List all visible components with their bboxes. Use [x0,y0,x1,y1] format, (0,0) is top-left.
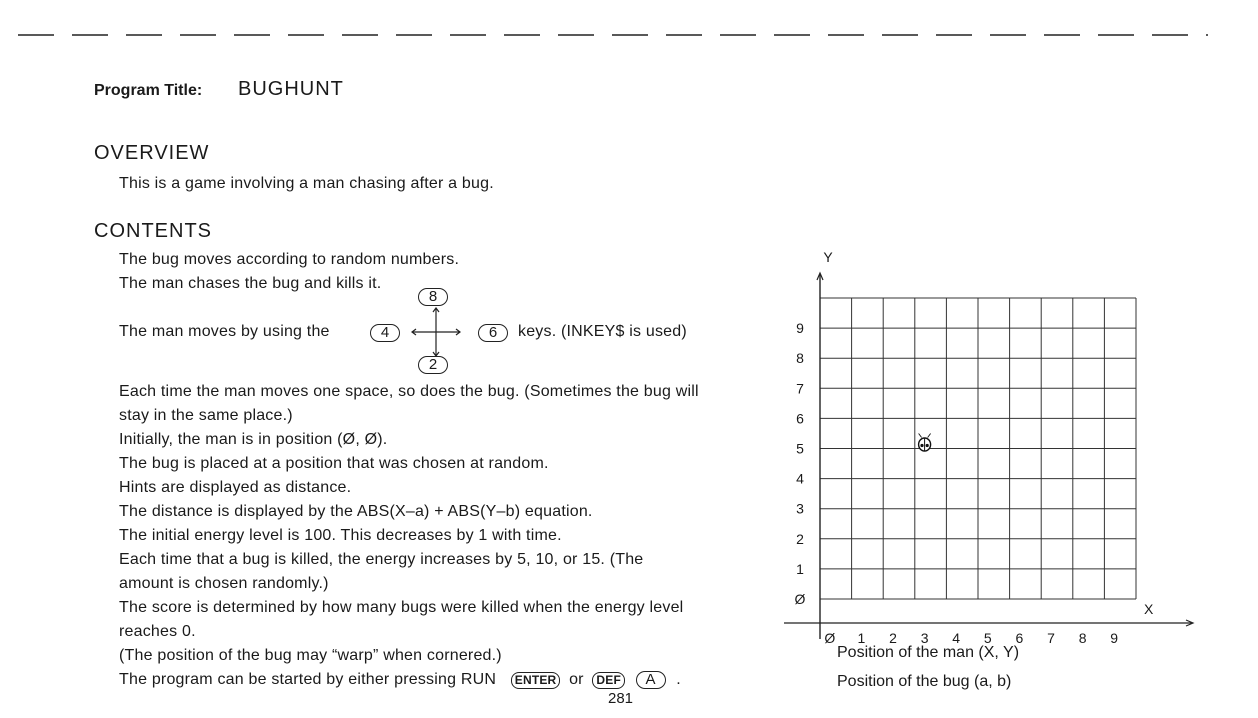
program-title-row [94,78,344,100]
x-tick-label: Ø [824,630,836,646]
program-title-label: Program Title: [94,82,203,99]
moves-suffix: keys. (INKEY$ is used) [518,323,687,340]
y-tick-label: 4 [796,470,804,487]
y-axis-label: Y [823,249,833,265]
x-tick-label: 5 [983,630,992,646]
y-tick-label: 2 [796,530,804,547]
key-enter: ENTER [511,672,561,689]
y-tick-label: 7 [796,380,804,397]
x-tick-label: 9 [1110,630,1119,646]
overview-heading: OVERVIEW [94,142,210,164]
x-tick-label: 1 [857,630,866,646]
contents-line-10b: reaches 0. [119,623,196,640]
moves-prefix: The man moves by using the [119,323,330,340]
y-tick-label: 6 [796,410,804,427]
page-number: 281 [608,690,634,707]
key-def: DEF [592,672,625,689]
run-or: or [569,671,584,688]
y-tick-label: 9 [796,320,804,337]
y-tick-label: Ø [794,591,806,607]
bug-icon-spot [926,444,929,447]
caption-bug-position: Position of the bug (a, b) [837,673,1012,690]
contents-line-4: Initially, the man is in position (Ø, Ø). [119,431,388,448]
contents-line-9b: amount is chosen randomly.) [119,575,329,592]
key-4-left: 4 [370,324,400,342]
x-axis-label: X [1144,601,1154,617]
bug-icon-antenna [928,434,931,438]
run-end: . [676,671,681,688]
contents-line-3a: Each time the man moves one space, so does the bug. (Sometimes the bug will [119,383,699,400]
key-8-up: 8 [418,288,448,306]
contents-line-10a: The score is determined by how many bugs were killed when the energy level [119,599,684,616]
run-prefix: The program can be started by either pressing RUN [119,671,497,688]
overview-text: This is a game involving a man chasing after a bug. [119,175,494,192]
contents-line-11: (The position of the bug may “warp” when cornered.) [119,647,502,664]
direction-keypad [370,288,510,378]
contents-line-7: The distance is displayed by the ABS(X–a) + ABS(Y–b) equation. [119,503,593,520]
x-tick-label: 7 [1047,630,1055,646]
top-dashed-rule [18,31,1208,39]
contents-line-6: Hints are displayed as distance. [119,479,352,496]
bug-icon-spot [920,444,923,447]
x-tick-label: 3 [920,630,929,646]
x-tick-label: 2 [889,630,897,646]
y-tick-label: 1 [796,560,804,577]
contents-line-9a: Each time that a bug is killed, the energy increases by 5, 10, or 15. (The [119,551,644,568]
program-title: BUGHUNT [238,78,344,100]
x-tick-label: 6 [1015,630,1024,646]
y-tick-label: 5 [796,440,804,457]
contents-heading: CONTENTS [94,220,212,242]
contents-line-2: The man chases the bug and kills it. [119,275,382,292]
contents-line-5: The bug is placed at a position that was chosen at random. [119,455,549,472]
x-tick-label: 4 [952,630,961,646]
y-tick-label: 3 [796,500,804,517]
x-tick-label: 8 [1078,630,1087,646]
contents-line-3b: stay in the same place.) [119,407,293,424]
position-grid [778,246,1178,646]
key-a: A [636,671,666,689]
bug-icon-antenna [919,434,922,438]
contents-line-1: The bug moves according to random numbers. [119,251,460,268]
key-6-right: 6 [478,324,508,342]
y-tick-label: 8 [796,350,804,367]
key-2-down: 2 [418,356,448,374]
contents-line-8: The initial energy level is 100. This decreases by 1 with time. [119,527,562,544]
run-instruction [119,671,681,689]
caption-man-position: Position of the man (X, Y) [837,644,1020,661]
direction-arrows-icon [410,306,462,358]
